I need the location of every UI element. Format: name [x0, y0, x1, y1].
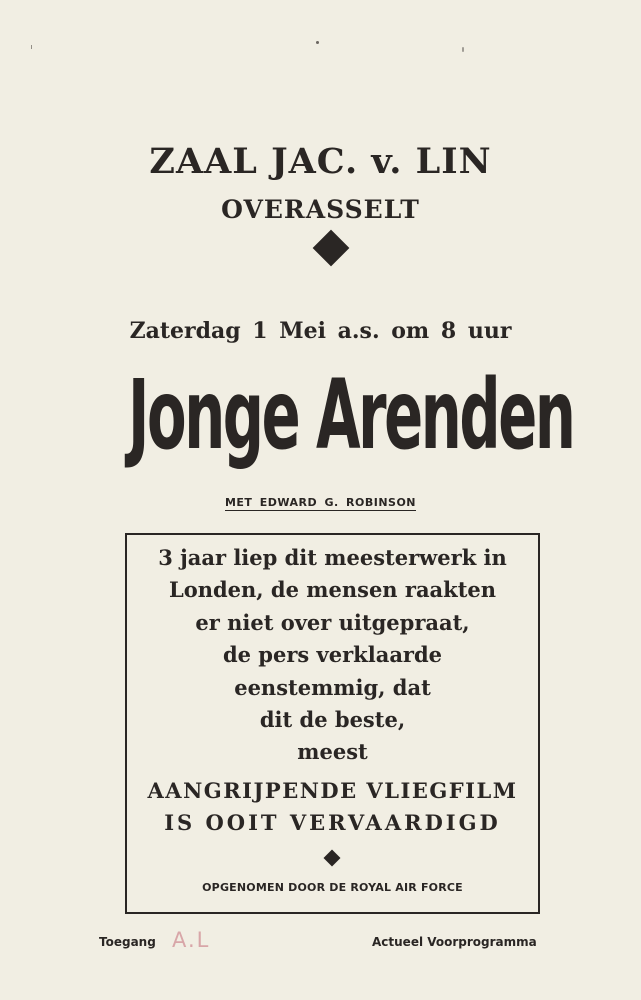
venue-heading: ZAAL JAC. v. LIN: [149, 141, 492, 182]
blurb-line: dit de beste,: [259, 707, 406, 733]
paper-speck: [462, 47, 464, 52]
blurb-text: [125, 542, 540, 769]
admission-handwritten-note: A.L: [172, 928, 211, 952]
cast-text: MET EDWARD G. ROBINSON: [224, 496, 417, 509]
blurb-caps-line: AANGRIJPENDE VLIEGFILM: [147, 778, 518, 803]
admission-label: Toegang: [99, 935, 156, 949]
blurb-line: meest: [297, 739, 368, 765]
blurb-emphasis: [125, 775, 540, 839]
blurb-line: Londen, de mensen raakten: [168, 577, 497, 603]
screening-date: Zaterdag 1 Mei a.s. om 8 uur: [129, 318, 512, 344]
paper-speck: [316, 41, 319, 44]
support-program-label: Actueel Voorprogramma: [372, 935, 537, 949]
blurb-line: er niet over uitgepraat,: [195, 609, 470, 635]
film-title: Jonge Arenden: [128, 359, 574, 471]
recorded-by-line: OPGENOMEN DOOR DE ROYAL AIR FORCE: [202, 881, 463, 894]
blurb-line: 3 jaar liep dit meesterwerk in: [158, 545, 507, 570]
paper-speck: [31, 45, 32, 49]
diamond-icon: [313, 230, 350, 267]
place-heading: OVERASSELT: [221, 195, 420, 224]
blurb-line: eenstemmig, dat: [234, 674, 431, 700]
blurb-caps-line: IS OOIT VERVAARDIGD: [164, 810, 501, 835]
blurb-line: de pers verklaarde: [222, 642, 443, 668]
cast-line: [0, 494, 641, 512]
